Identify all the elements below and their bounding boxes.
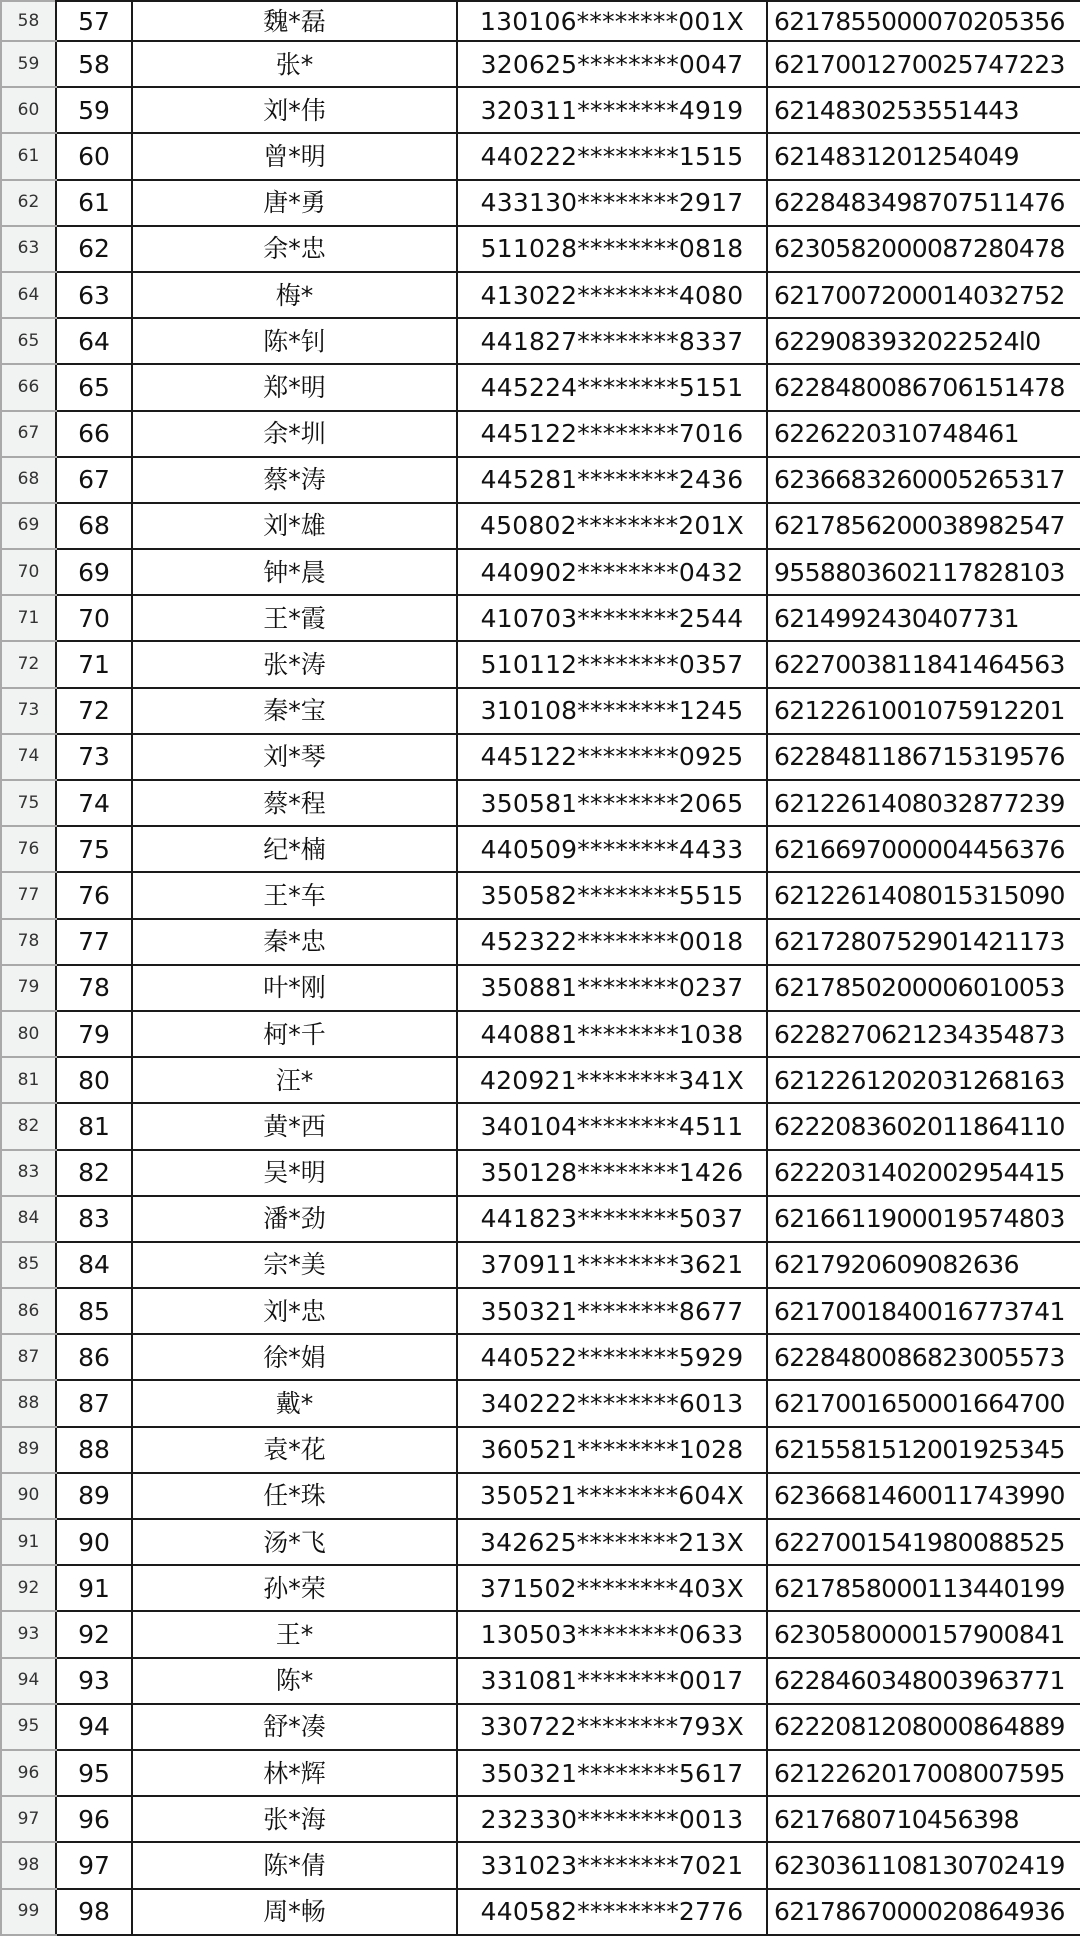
card-number-cell[interactable]: 6215581512001925345 (767, 1427, 1080, 1473)
row-header-cell[interactable]: 86 (1, 1288, 56, 1334)
table-row (1, 87, 1080, 133)
name-cell[interactable]: 张*涛 (132, 641, 457, 687)
row-header-cell[interactable]: 70 (1, 549, 56, 595)
id-number-cell[interactable]: 130503********0633 (457, 1611, 767, 1657)
name-cell[interactable]: 刘*忠 (132, 1288, 457, 1334)
name-cell[interactable]: 王*霞 (132, 595, 457, 641)
seq-cell[interactable]: 68 (56, 503, 132, 549)
name-cell[interactable]: 黄*西 (132, 1103, 457, 1149)
table-row (1, 1842, 1080, 1888)
id-number-cell[interactable]: 350881********0237 (457, 965, 767, 1011)
card-number-cell[interactable]: 6212262017008007595 (767, 1750, 1080, 1796)
card-number-cell[interactable]: 6217856200038982547 (767, 503, 1080, 549)
seq-cell[interactable]: 73 (56, 734, 132, 780)
name-cell[interactable]: 秦*宝 (132, 688, 457, 734)
table-row (1, 180, 1080, 226)
seq-cell[interactable]: 84 (56, 1242, 132, 1288)
id-number-cell[interactable]: 410703********2544 (457, 595, 767, 641)
seq-cell[interactable]: 66 (56, 411, 132, 457)
row-header-cell[interactable]: 63 (1, 226, 56, 272)
name-cell[interactable]: 秦*忠 (132, 919, 457, 965)
table-row (1, 226, 1080, 272)
card-number-cell[interactable]: 6217855000070205356 (767, 1, 1080, 41)
seq-cell[interactable]: 78 (56, 965, 132, 1011)
row-header-cell[interactable]: 67 (1, 411, 56, 457)
seq-cell[interactable]: 58 (56, 41, 132, 87)
id-number-cell[interactable]: 440902********0432 (457, 549, 767, 595)
name-cell[interactable]: 吴*明 (132, 1150, 457, 1196)
id-number-cell[interactable]: 450802********201X (457, 503, 767, 549)
row-header-cell[interactable]: 87 (1, 1334, 56, 1380)
id-number-cell[interactable]: 350321********5617 (457, 1750, 767, 1796)
name-cell[interactable]: 王*车 (132, 872, 457, 918)
card-number-cell[interactable]: 6216611900019574803 (767, 1196, 1080, 1242)
seq-cell[interactable]: 90 (56, 1519, 132, 1565)
seq-cell[interactable]: 81 (56, 1103, 132, 1149)
card-number-cell[interactable]: 9558803602117828103 (767, 549, 1080, 595)
table-row (1, 364, 1080, 410)
id-number-cell[interactable]: 360521********1028 (457, 1427, 767, 1473)
row-header-cell[interactable]: 99 (1, 1889, 56, 1935)
name-cell[interactable]: 余*忠 (132, 226, 457, 272)
row-header-cell[interactable]: 83 (1, 1150, 56, 1196)
table-row (1, 318, 1080, 364)
seq-cell[interactable]: 76 (56, 872, 132, 918)
card-number-cell[interactable]: 6228460348003963771 (767, 1658, 1080, 1704)
id-number-cell[interactable]: 441827********8337 (457, 318, 767, 364)
card-number-cell[interactable]: 6236683260005265317 (767, 457, 1080, 503)
seq-cell[interactable]: 71 (56, 641, 132, 687)
name-cell[interactable]: 曾*明 (132, 133, 457, 179)
card-number-cell[interactable]: 6212261408015315090 (767, 872, 1080, 918)
id-number-cell[interactable]: 331081********0017 (457, 1658, 767, 1704)
row-header-cell[interactable]: 93 (1, 1611, 56, 1657)
id-number-cell[interactable]: 440881********1038 (457, 1011, 767, 1057)
card-number-cell[interactable]: 6236681460011743990 (767, 1473, 1080, 1519)
name-cell[interactable]: 张* (132, 41, 457, 87)
table-row (1, 826, 1080, 872)
row-header-cell[interactable]: 84 (1, 1196, 56, 1242)
card-number-cell[interactable]: 6230582000087280478 (767, 226, 1080, 272)
seq-cell[interactable]: 82 (56, 1150, 132, 1196)
id-number-cell[interactable]: 371502********403X (457, 1565, 767, 1611)
id-number-cell[interactable]: 310108********1245 (457, 688, 767, 734)
id-number-cell[interactable]: 445122********0925 (457, 734, 767, 780)
row-header-cell[interactable]: 97 (1, 1796, 56, 1842)
id-number-cell[interactable]: 320625********0047 (457, 41, 767, 87)
seq-cell[interactable]: 72 (56, 688, 132, 734)
id-number-cell[interactable]: 511028********0818 (457, 226, 767, 272)
id-number-cell[interactable]: 331023********7021 (457, 1842, 767, 1888)
card-number-cell[interactable]: 6228270621234354873 (767, 1011, 1080, 1057)
row-header-cell[interactable]: 88 (1, 1380, 56, 1426)
table-row (1, 1288, 1080, 1334)
name-cell[interactable]: 梅* (132, 272, 457, 318)
row-header-cell[interactable]: 75 (1, 780, 56, 826)
row-header-cell[interactable]: 64 (1, 272, 56, 318)
name-cell[interactable]: 张*海 (132, 1796, 457, 1842)
row-header-cell[interactable]: 66 (1, 364, 56, 410)
card-number-cell[interactable]: 6227001541980088525 (767, 1519, 1080, 1565)
table-row (1, 411, 1080, 457)
row-header-cell[interactable]: 98 (1, 1842, 56, 1888)
id-number-cell[interactable]: 445281********2436 (457, 457, 767, 503)
name-cell[interactable]: 舒*凑 (132, 1704, 457, 1750)
table-row (1, 1380, 1080, 1426)
row-header-cell[interactable]: 79 (1, 965, 56, 1011)
row-header-cell[interactable]: 72 (1, 641, 56, 687)
row-header-cell[interactable]: 68 (1, 457, 56, 503)
table-row (1, 1611, 1080, 1657)
name-cell[interactable]: 戴* (132, 1380, 457, 1426)
seq-cell[interactable]: 75 (56, 826, 132, 872)
name-cell[interactable]: 刘*琴 (132, 734, 457, 780)
card-number-cell[interactable]: 6216697000004456376 (767, 826, 1080, 872)
id-number-cell[interactable]: 370911********3621 (457, 1242, 767, 1288)
row-header-cell[interactable]: 74 (1, 734, 56, 780)
seq-cell[interactable]: 92 (56, 1611, 132, 1657)
card-number-cell[interactable]: 6228480086823005573 (767, 1334, 1080, 1380)
card-number-cell[interactable]: 6222031402002954415 (767, 1150, 1080, 1196)
table-row (1, 1889, 1080, 1935)
seq-cell[interactable]: 64 (56, 318, 132, 364)
name-cell[interactable]: 汤*飞 (132, 1519, 457, 1565)
seq-cell[interactable]: 79 (56, 1011, 132, 1057)
table-row (1, 457, 1080, 503)
card-number-cell[interactable]: 6217867000020864936 (767, 1889, 1080, 1935)
row-header-cell[interactable]: 92 (1, 1565, 56, 1611)
name-cell[interactable]: 余*圳 (132, 411, 457, 457)
card-number-cell[interactable]: 6217280752901421173 (767, 919, 1080, 965)
name-cell[interactable]: 刘*伟 (132, 87, 457, 133)
card-number-cell[interactable]: 6227003811841464563 (767, 641, 1080, 687)
name-cell[interactable]: 唐*勇 (132, 180, 457, 226)
id-number-cell[interactable]: 350128********1426 (457, 1150, 767, 1196)
name-cell[interactable]: 柯*千 (132, 1011, 457, 1057)
name-cell[interactable]: 任*珠 (132, 1473, 457, 1519)
row-header-cell[interactable]: 85 (1, 1242, 56, 1288)
row-header-cell[interactable]: 77 (1, 872, 56, 918)
table-row (1, 1473, 1080, 1519)
table-row (1, 1658, 1080, 1704)
id-number-cell[interactable]: 445122********7016 (457, 411, 767, 457)
row-header-cell[interactable]: 78 (1, 919, 56, 965)
card-number-cell[interactable]: 6230361108130702419 (767, 1842, 1080, 1888)
name-cell[interactable]: 汪* (132, 1057, 457, 1103)
seq-cell[interactable]: 60 (56, 133, 132, 179)
id-number-cell[interactable]: 330722********793X (457, 1704, 767, 1750)
id-number-cell[interactable]: 232330********0013 (457, 1796, 767, 1842)
seq-cell[interactable]: 98 (56, 1889, 132, 1935)
card-number-cell[interactable]: 6214830253551443 (767, 87, 1080, 133)
card-number-cell[interactable]: 6217850200006010053 (767, 965, 1080, 1011)
row-header-cell[interactable]: 94 (1, 1658, 56, 1704)
table-row (1, 1196, 1080, 1242)
card-number-cell[interactable]: 6212261202031268163 (767, 1057, 1080, 1103)
name-cell[interactable]: 陈*倩 (132, 1842, 457, 1888)
name-cell[interactable]: 叶*刚 (132, 965, 457, 1011)
seq-cell[interactable]: 97 (56, 1842, 132, 1888)
table-row (1, 272, 1080, 318)
seq-cell[interactable]: 80 (56, 1057, 132, 1103)
id-number-cell[interactable]: 440522********5929 (457, 1334, 767, 1380)
id-number-cell[interactable]: 340104********4511 (457, 1103, 767, 1149)
table-row (1, 1750, 1080, 1796)
card-number-cell[interactable]: 6214992430407731 (767, 595, 1080, 641)
table-row (1, 1242, 1080, 1288)
card-number-cell[interactable]: 6229083932022524l0 (767, 318, 1080, 364)
name-cell[interactable]: 潘*劲 (132, 1196, 457, 1242)
seq-cell[interactable]: 59 (56, 87, 132, 133)
card-number-cell[interactable]: 6217858000113440199 (767, 1565, 1080, 1611)
row-header-cell[interactable]: 76 (1, 826, 56, 872)
name-cell[interactable]: 魏*磊 (132, 1, 457, 41)
card-number-cell[interactable]: 6217920609082636 (767, 1242, 1080, 1288)
table-row (1, 780, 1080, 826)
row-header-cell[interactable]: 89 (1, 1427, 56, 1473)
seq-cell[interactable]: 86 (56, 1334, 132, 1380)
table-row (1, 41, 1080, 87)
table-row (1, 1565, 1080, 1611)
row-header-cell[interactable]: 81 (1, 1057, 56, 1103)
card-number-cell[interactable]: 6217007200014032752 (767, 272, 1080, 318)
name-cell[interactable]: 钟*晨 (132, 549, 457, 595)
row-header-cell[interactable]: 95 (1, 1704, 56, 1750)
name-cell[interactable]: 林*辉 (132, 1750, 457, 1796)
seq-cell[interactable]: 95 (56, 1750, 132, 1796)
row-header-cell[interactable]: 90 (1, 1473, 56, 1519)
table-row (1, 1704, 1080, 1750)
table-row (1, 1334, 1080, 1380)
name-cell[interactable]: 陈*钊 (132, 318, 457, 364)
seq-cell[interactable]: 96 (56, 1796, 132, 1842)
seq-cell[interactable]: 93 (56, 1658, 132, 1704)
table-row (1, 1, 1080, 41)
row-header-cell[interactable]: 71 (1, 595, 56, 641)
card-number-cell[interactable]: 6217001650001664700 (767, 1380, 1080, 1426)
seq-cell[interactable]: 88 (56, 1427, 132, 1473)
id-number-cell[interactable]: 420921********341X (457, 1057, 767, 1103)
card-number-cell[interactable]: 6217001270025747223 (767, 41, 1080, 87)
card-number-cell[interactable]: 6217680710456398 (767, 1796, 1080, 1842)
row-header-cell[interactable]: 65 (1, 318, 56, 364)
table-row (1, 133, 1080, 179)
card-number-cell[interactable]: 6228481186715319576 (767, 734, 1080, 780)
name-cell[interactable]: 周*畅 (132, 1889, 457, 1935)
card-number-cell[interactable]: 6226220310748461 (767, 411, 1080, 457)
card-number-cell[interactable]: 6222081208000864889 (767, 1704, 1080, 1750)
id-number-cell[interactable]: 445224********5151 (457, 364, 767, 410)
table-row (1, 641, 1080, 687)
seq-cell[interactable]: 74 (56, 780, 132, 826)
id-number-cell[interactable]: 440222********1515 (457, 133, 767, 179)
table-row (1, 549, 1080, 595)
id-number-cell[interactable]: 350321********8677 (457, 1288, 767, 1334)
row-header-cell[interactable]: 82 (1, 1103, 56, 1149)
row-header-cell[interactable]: 80 (1, 1011, 56, 1057)
card-number-cell[interactable]: 6222083602011864110 (767, 1103, 1080, 1149)
name-cell[interactable]: 袁*花 (132, 1427, 457, 1473)
seq-cell[interactable]: 57 (56, 1, 132, 41)
id-number-cell[interactable]: 320311********4919 (457, 87, 767, 133)
id-number-cell[interactable]: 342625********213X (457, 1519, 767, 1565)
id-number-cell[interactable]: 350521********604X (457, 1473, 767, 1519)
table-row (1, 503, 1080, 549)
row-header-cell[interactable]: 58 (1, 1, 56, 41)
name-cell[interactable]: 孙*荣 (132, 1565, 457, 1611)
name-cell[interactable]: 纪*楠 (132, 826, 457, 872)
table-row (1, 595, 1080, 641)
table-body (1, 1, 1080, 1935)
row-header-cell[interactable]: 61 (1, 133, 56, 179)
card-number-cell[interactable]: 6212261408032877239 (767, 780, 1080, 826)
seq-cell[interactable]: 67 (56, 457, 132, 503)
seq-cell[interactable]: 70 (56, 595, 132, 641)
id-number-cell[interactable]: 440582********2776 (457, 1889, 767, 1935)
seq-cell[interactable]: 85 (56, 1288, 132, 1334)
row-header-cell[interactable]: 59 (1, 41, 56, 87)
name-cell[interactable]: 徐*娟 (132, 1334, 457, 1380)
id-number-cell[interactable]: 413022********4080 (457, 272, 767, 318)
id-number-cell[interactable]: 510112********0357 (457, 641, 767, 687)
card-number-cell[interactable]: 6228480086706151478 (767, 364, 1080, 410)
name-cell[interactable]: 陈* (132, 1658, 457, 1704)
table-row (1, 1427, 1080, 1473)
seq-cell[interactable]: 69 (56, 549, 132, 595)
row-header-cell[interactable]: 69 (1, 503, 56, 549)
table-row (1, 1011, 1080, 1057)
seq-cell[interactable]: 77 (56, 919, 132, 965)
card-number-cell[interactable]: 6228483498707511476 (767, 180, 1080, 226)
row-header-cell[interactable]: 73 (1, 688, 56, 734)
id-number-cell[interactable]: 452322********0018 (457, 919, 767, 965)
id-number-cell[interactable]: 350581********2065 (457, 780, 767, 826)
seq-cell[interactable]: 94 (56, 1704, 132, 1750)
name-cell[interactable]: 王* (132, 1611, 457, 1657)
card-number-cell[interactable]: 6212261001075912201 (767, 688, 1080, 734)
name-cell[interactable]: 郑*明 (132, 364, 457, 410)
seq-cell[interactable]: 62 (56, 226, 132, 272)
id-number-cell[interactable]: 350582********5515 (457, 872, 767, 918)
card-number-cell[interactable]: 6214831201254049 (767, 133, 1080, 179)
seq-cell[interactable]: 65 (56, 364, 132, 410)
id-number-cell[interactable]: 440509********4433 (457, 826, 767, 872)
table-row (1, 872, 1080, 918)
table-row (1, 965, 1080, 1011)
id-number-cell[interactable]: 433130********2917 (457, 180, 767, 226)
seq-cell[interactable]: 63 (56, 272, 132, 318)
table-row (1, 1150, 1080, 1196)
row-header-cell[interactable]: 60 (1, 87, 56, 133)
table-row (1, 1103, 1080, 1149)
row-header-cell[interactable]: 96 (1, 1750, 56, 1796)
name-cell[interactable]: 刘*雄 (132, 503, 457, 549)
table-row (1, 734, 1080, 780)
seq-cell[interactable]: 91 (56, 1565, 132, 1611)
table-row (1, 1796, 1080, 1842)
card-number-cell[interactable]: 6217001840016773741 (767, 1288, 1080, 1334)
seq-cell[interactable]: 87 (56, 1380, 132, 1426)
id-number-cell[interactable]: 441823********5037 (457, 1196, 767, 1242)
table-row (1, 688, 1080, 734)
table-row (1, 1519, 1080, 1565)
row-header-cell[interactable]: 91 (1, 1519, 56, 1565)
table-row (1, 919, 1080, 965)
name-cell[interactable]: 蔡*涛 (132, 457, 457, 503)
seq-cell[interactable]: 89 (56, 1473, 132, 1519)
table-row (1, 1057, 1080, 1103)
id-number-cell[interactable]: 130106********001X (457, 1, 767, 41)
seq-cell[interactable]: 61 (56, 180, 132, 226)
name-cell[interactable]: 蔡*程 (132, 780, 457, 826)
card-number-cell[interactable]: 6230580000157900841 (767, 1611, 1080, 1657)
id-number-cell[interactable]: 340222********6013 (457, 1380, 767, 1426)
row-header-cell[interactable]: 62 (1, 180, 56, 226)
name-cell[interactable]: 宗*美 (132, 1242, 457, 1288)
seq-cell[interactable]: 83 (56, 1196, 132, 1242)
